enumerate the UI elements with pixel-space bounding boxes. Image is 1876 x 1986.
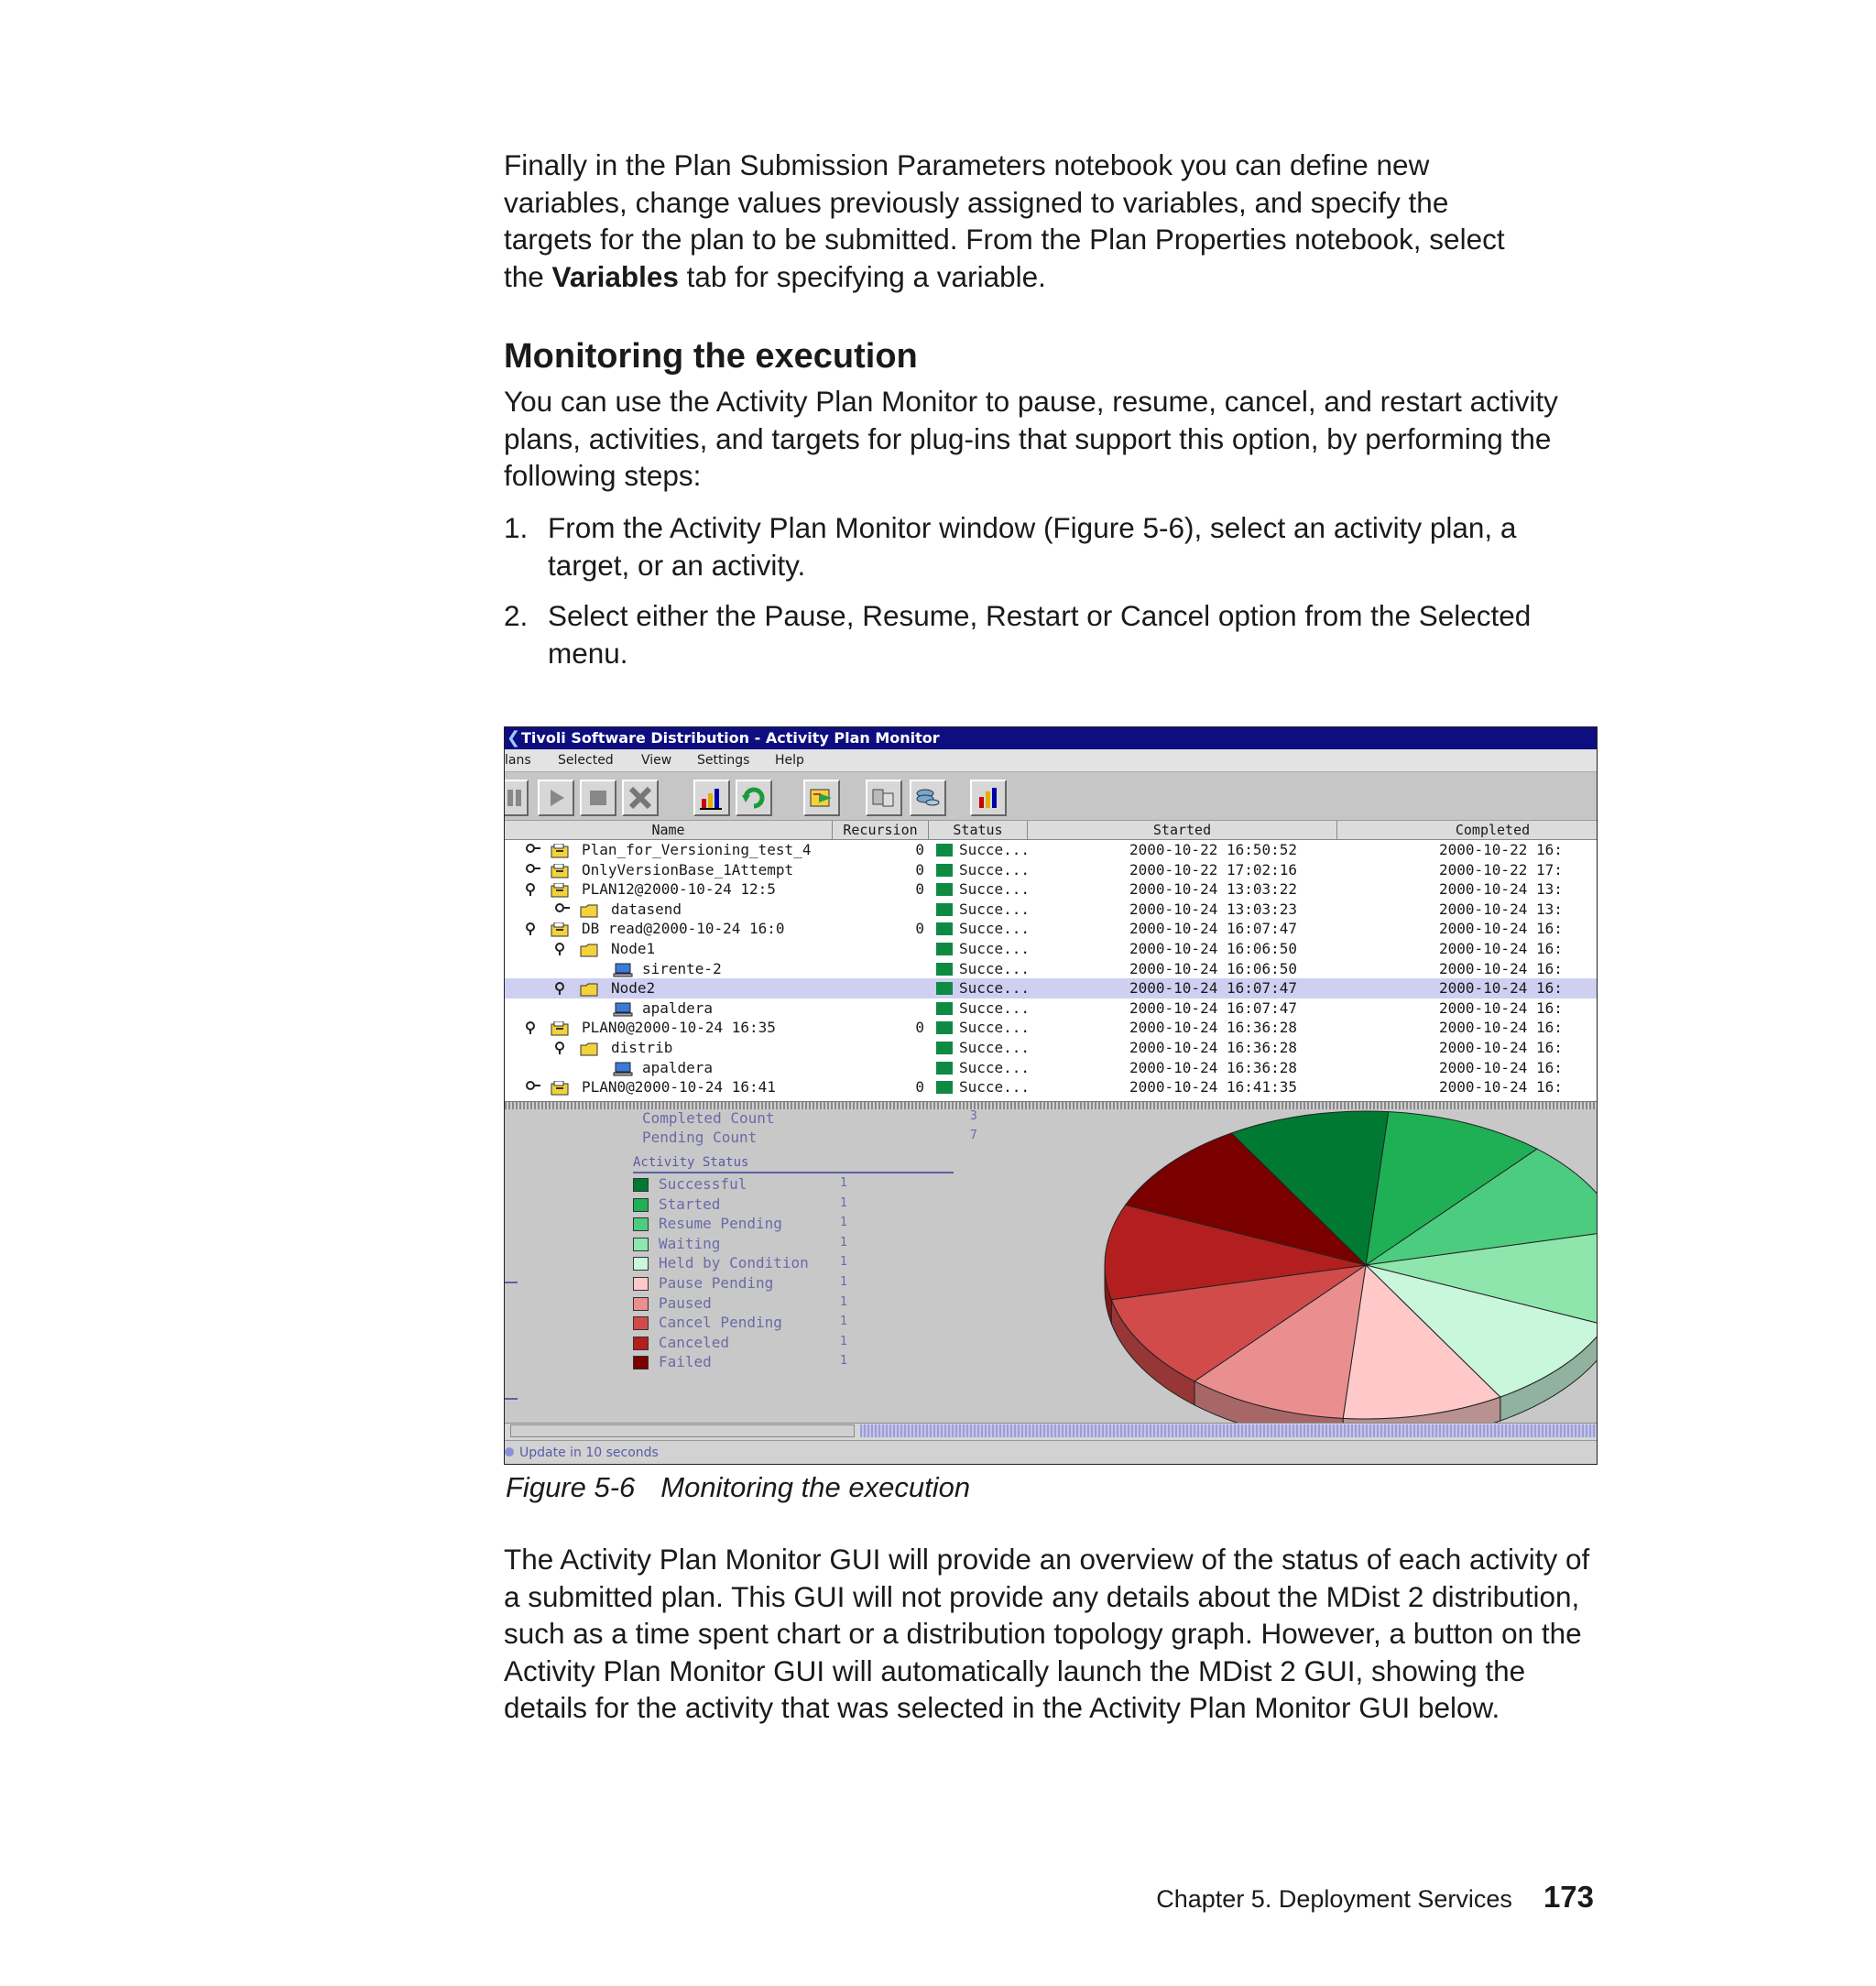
row-name: datasend [611,900,682,918]
table-row[interactable] [505,900,1597,920]
legend-label: Cancel Pending [659,1314,782,1332]
row-completed: 2000-10-24 16: [1439,1058,1563,1076]
pause-icon [504,784,524,812]
pause-button[interactable] [504,780,529,816]
legend-value: 1 [840,1294,847,1309]
legend-value: 1 [840,1334,847,1348]
status-dot-icon [505,1447,514,1457]
legend-value: 1 [840,1216,847,1230]
left-tick [505,1398,518,1400]
status-success-icon [936,1021,953,1034]
status-success-icon [936,1062,953,1075]
row-recursion: 0 [915,860,924,878]
row-started: 2000-10-24 16:06:50 [1129,940,1298,957]
para1-line: Finally in the Plan Submission Parameters notebook you can define new [504,148,1430,181]
step-number: 1. [504,511,529,544]
column-header-completed[interactable]: Completed [1337,821,1598,839]
variables-bold: Variables [551,259,679,293]
legend-label: Pause Pending [659,1274,774,1292]
row-completed: 2000-10-24 16: [1439,920,1563,938]
status-success-icon [936,943,953,955]
legend-label: Successful [659,1175,747,1193]
menu-bar [505,749,1597,772]
row-started: 2000-10-24 16:07:47 [1129,998,1298,1017]
row-completed: 2000-10-22 16: [1439,841,1563,858]
legend-value: 1 [840,1195,847,1210]
row-name: Node2 [611,979,656,998]
row-name: PLAN0@2000-10-24 16:35 [582,1019,776,1037]
chapter-title: Chapter 5. Deployment Services [1156,1885,1512,1913]
row-status: Succe... [959,880,1031,899]
plan-icon [551,864,569,877]
horizontal-scrollbar[interactable] [505,1423,1597,1440]
activity-plan-monitor-window [504,726,1598,1465]
computer-icon [613,963,631,976]
table-row[interactable] [505,1058,1597,1078]
plan-table [505,821,1597,1101]
activity-status-label: Activity Status [633,1155,749,1170]
row-completed: 2000-10-24 16: [1439,979,1563,998]
legend-label: Paused [659,1293,712,1312]
folder-icon [580,943,598,955]
plan-icon [551,883,569,896]
legend-label: Started [659,1195,721,1213]
row-started: 2000-10-24 16:36:28 [1129,1019,1298,1037]
step-text: Select either the Pause, Resume, Restart or Cancel option from the Selected menu. [548,599,1532,670]
row-name: apaldera [642,998,714,1017]
row-status: Succe... [959,1078,1031,1097]
row-status: Succe... [959,1019,1031,1037]
table-row[interactable] [505,959,1597,979]
table-row[interactable] [505,919,1597,939]
legend-value: 1 [840,1275,847,1289]
cancel-icon [627,784,654,812]
computer-icon [613,1002,631,1015]
figure-label: Figure 5-6 [506,1471,636,1503]
figure-caption [506,1471,970,1504]
legend-value: 1 [840,1235,847,1249]
row-completed: 2000-10-22 17: [1439,860,1563,878]
row-started: 2000-10-22 17:02:16 [1129,860,1298,878]
status-chart-panel [505,1109,1597,1423]
resume-icon [542,784,570,812]
toolbar [505,772,1597,821]
status-success-icon [936,844,953,857]
launch-button[interactable] [803,780,840,816]
monitor-paragraph: You can use the Activity Plan Monitor to pause, resume, cancel, and restart activity plans, activities, and targets for plug-ins that support this option, by performing the following steps: [504,385,1558,492]
scrollbar-track[interactable] [860,1424,1597,1437]
details-button[interactable] [866,780,902,816]
column-header-started[interactable]: Started [1028,821,1337,839]
row-status: Succe... [959,959,1031,977]
column-header-name[interactable]: Name [505,821,833,839]
details-icon [870,784,898,812]
report-button[interactable] [970,780,1007,816]
row-status: Succe... [959,900,1031,918]
computer-icon [613,1062,631,1075]
folder-icon [580,1042,598,1054]
table-row[interactable] [505,1038,1597,1058]
chart-button[interactable] [693,780,730,816]
row-name: OnlyVersionBase_1Attempt [582,860,794,878]
row-completed: 2000-10-24 16: [1439,940,1563,957]
stop-button[interactable] [580,780,616,816]
plan-icon [551,1021,569,1034]
row-name: PLAN0@2000-10-24 16:41 [582,1078,776,1097]
menu-settings[interactable]: Settings [697,753,750,768]
resume-button[interactable] [538,780,574,816]
row-started: 2000-10-24 16:07:47 [1129,920,1298,938]
status-bar [505,1440,1597,1465]
table-header [505,821,1597,840]
row-completed: 2000-10-24 16: [1439,998,1563,1017]
status-success-icon [936,883,953,896]
page-number: 173 [1543,1880,1594,1914]
row-status: Succe... [959,979,1031,998]
completed-count-value: 3 [970,1109,977,1123]
row-recursion: 0 [915,880,924,899]
plan-icon [551,844,569,857]
table-row[interactable] [505,998,1597,1019]
completed-count-label: Completed Count [642,1109,775,1127]
row-started: 2000-10-24 13:03:22 [1129,880,1298,899]
table-row[interactable] [505,860,1597,880]
row-recursion: 0 [915,1019,924,1037]
row-status: Succe... [959,920,1031,938]
stop-icon [584,784,612,812]
row-started: 2000-10-24 16:41:35 [1129,1078,1298,1097]
legend-value: 1 [840,1315,847,1329]
plan-icon [551,1081,569,1094]
legend-value: 1 [840,1255,847,1270]
status-success-icon [936,922,953,935]
para1-line-last [504,258,1598,296]
menu-selected[interactable]: Selected [558,753,614,768]
row-name: apaldera [642,1058,714,1076]
row-status: Succe... [959,1058,1031,1076]
row-completed: 2000-10-24 16: [1439,1078,1563,1097]
row-name: distrib [611,1039,673,1056]
folder-icon [580,903,598,916]
cancel-button[interactable] [622,780,659,816]
legend-label: Resume Pending [659,1215,782,1233]
step-text: From the Activity Plan Monitor window (Figure 5-6), select an activity plan, a target, or an activity. [548,511,1517,582]
status-pie-chart [505,1109,1597,1423]
table-row[interactable] [505,939,1597,959]
status-success-icon [936,1002,953,1015]
row-name: sirente-2 [642,959,722,977]
intro-paragraph [504,147,1598,295]
menu-view[interactable]: View [641,753,672,768]
page-footer [1008,1880,1594,1915]
column-header-recursion[interactable]: Recursion [833,821,929,839]
collapsed-node-icon[interactable] [525,1077,541,1101]
row-completed: 2000-10-24 16: [1439,959,1563,977]
status-success-icon [936,982,953,995]
row-status: Succe... [959,841,1031,858]
menu-plans[interactable]: lans [505,753,531,768]
row-started: 2000-10-24 16:07:47 [1129,979,1298,998]
step-number: 2. [504,599,529,632]
title-bar [505,727,1597,749]
window-title: Tivoli Software Distribution - Activity Plan Monitor [521,729,940,747]
para1-line: variables, change values previously assigned to variables, and specify the [504,185,1449,219]
row-started: 2000-10-24 16:36:28 [1129,1058,1298,1076]
table-row[interactable] [505,840,1597,860]
row-name: DB read@2000-10-24 16:0 [582,920,785,938]
refresh-button[interactable] [736,780,772,816]
row-name: PLAN12@2000-10-24 12:5 [582,880,776,899]
row-status: Succe... [959,998,1031,1017]
row-completed: 2000-10-24 16: [1439,1019,1563,1037]
figure-title: Monitoring the execution [660,1471,971,1503]
status-success-icon [936,1081,953,1094]
left-tick [505,1282,518,1283]
status-bar-text: Update in 10 seconds [519,1446,659,1460]
table-row[interactable] [505,978,1597,998]
overview-paragraph: The Activity Plan Monitor GUI will provide an overview of the status of each activity of a submitted plan. This GUI will not provide any details about the MDist 2 distribution, such as a time spent chart or a distribution topology graph. However, a button on the Activity Plan Monitor GUI will automatically launch the MDist 2 GUI, showing the details for the activity that was selected in the Activity Plan Monitor GUI below. [504,1543,1590,1724]
legend-label: Held by Condition [659,1254,809,1272]
scrollbar-thumb[interactable] [510,1424,855,1437]
legend-label: Canceled [659,1333,730,1351]
legend-label: Failed [659,1353,712,1371]
row-started: 2000-10-24 13:03:23 [1129,900,1298,918]
para1-line: targets for the plan to be submitted. From the Plan Properties notebook, select [504,223,1505,256]
launch-icon [808,784,835,812]
row-status: Succe... [959,860,1031,878]
table-row[interactable] [505,879,1597,900]
row-status: Succe... [959,1039,1031,1056]
plan-icon [551,922,569,935]
legend-label: Waiting [659,1234,721,1252]
row-recursion: 0 [915,920,924,938]
chart-icon [698,784,725,812]
legend-value: 1 [840,1176,847,1190]
row-status: Succe... [959,940,1031,957]
refresh-icon [740,784,768,812]
row-started: 2000-10-22 16:50:52 [1129,841,1298,858]
row-completed: 2000-10-24 13: [1439,880,1563,899]
legend-value: 1 [840,1354,847,1369]
menu-help[interactable]: Help [775,753,804,768]
column-header-status[interactable]: Status [929,821,1028,839]
window-menu-icon[interactable]: ❮ [507,728,521,747]
table-row[interactable] [505,1077,1597,1097]
table-row[interactable] [505,1018,1597,1038]
section-heading: Monitoring the execution [504,337,918,376]
pending-count-value: 7 [970,1129,977,1142]
status-success-icon [936,1042,953,1054]
para1-pre: the [504,259,552,293]
row-started: 2000-10-24 16:06:50 [1129,959,1298,977]
status-success-icon [936,903,953,916]
row-started: 2000-10-24 16:36:28 [1129,1039,1298,1056]
para1-post: tab for specifying a variable. [678,259,1046,293]
status-success-icon [936,963,953,976]
row-name: Node1 [611,940,656,957]
row-recursion: 0 [915,1078,924,1097]
row-name: Plan_for_Versioning_test_4 [582,841,812,858]
row-completed: 2000-10-24 13: [1439,900,1563,918]
row-recursion: 0 [915,841,924,858]
report-icon [975,784,1002,812]
pending-count-label: Pending Count [642,1129,758,1146]
status-success-icon [936,864,953,877]
folder-icon [580,982,598,995]
database-icon [914,784,942,812]
row-completed: 2000-10-24 16: [1439,1039,1563,1056]
database-button[interactable] [910,780,946,816]
